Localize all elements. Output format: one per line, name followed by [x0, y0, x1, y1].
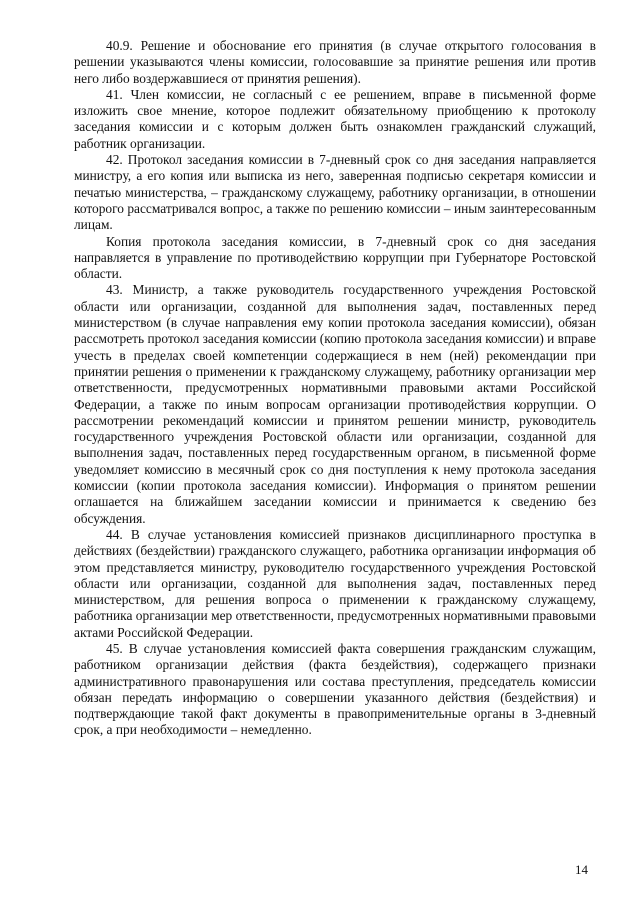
- paragraph-40-9: 40.9. Решение и обоснование его принятия (в случае открытого голосования в решении указываются члены комиссии, голосовавшие за принятие решения или против него либо воздержавшиеся от принятия решения).: [74, 38, 596, 86]
- page-number: 14: [575, 862, 588, 877]
- document-body: [74, 38, 596, 739]
- paragraph-42: 42. Протокол заседания комиссии в 7-дневный срок со дня заседания направляется министру, а его копия или выписка из него, заверенная подписью секретаря комиссии и печатью министерства, – гражданскому служащему, работнику организации, в отношении которого рассматривался вопрос, а также по решению комиссии – иным заинтересованным лицам.: [74, 152, 596, 233]
- paragraph-44: 44. В случае установления комиссией признаков дисциплинарного проступка в действиях (бездействии) гражданского служащего, работника организации информация об этом представляется министру, руководителю государственного учреждения Ростовской области или организации, созданной для выполнения задач, поставленных перед министерством, для решения вопроса о применении к гражданскому служащему, работника организации мер ответственности, предусмотренных нормативными правовыми актами Российской Федерации.: [74, 526, 596, 640]
- paragraph-43: 43. Министр, а также руководитель государственного учреждения Ростовской области или организации, созданной для выполнения задач, поставленных перед министерством (в случае направления ему копии протокола заседания комиссии), обязан рассмотреть протокол заседания комиссии (копию протокола заседания комиссии) и вправе учесть в пределах своей компетенции содержащиеся в нем (ней) рекомендации при принятии решения о применении к гражданскому служащему, работнику организации мер ответственности, предусмотренных нормативными правовыми актами Российской Федерации, а также по иным вопросам организации противодействия коррупции. О рассмотрении рекомендаций комиссии и принятом решении министр, руководитель государственного учреждения Ростовской области или организации, созданной для выполнения задач, поставленных перед государственным органом, в письменной форме уведомляет комиссию в месячный срок со дня поступления к нему протокола заседания комиссии (копии протокола заседания комиссии). Информация о принятом решении оглашается на ближайшем заседании комиссии и принимается к сведению без обсуждения.: [74, 282, 596, 526]
- paragraph-45: 45. В случае установления комиссией факта совершения гражданским служащим, работником организации действия (факта бездействия), содержащего признаки административного правонарушения или состава преступления, председатель комиссии обязан передать информацию о совершении указанного действия (бездействия) и подтверждающие такой факт документы в правоприменительные органы в 3-дневный срок, а при необходимости – немедленно.: [74, 640, 596, 738]
- paragraph-42-copy: Копия протокола заседания комиссии, в 7-дневный срок со дня заседания направляется в управление по противодействию коррупции при Губернаторе Ростовской области.: [74, 233, 596, 282]
- paragraph-41: 41. Член комиссии, не согласный с ее решением, вправе в письменной форме изложить свое мнение, которое подлежит обязательному приобщению к протоколу заседания комиссии и с которым должен быть ознакомлен гражданский служащий, работник организации.: [74, 86, 596, 151]
